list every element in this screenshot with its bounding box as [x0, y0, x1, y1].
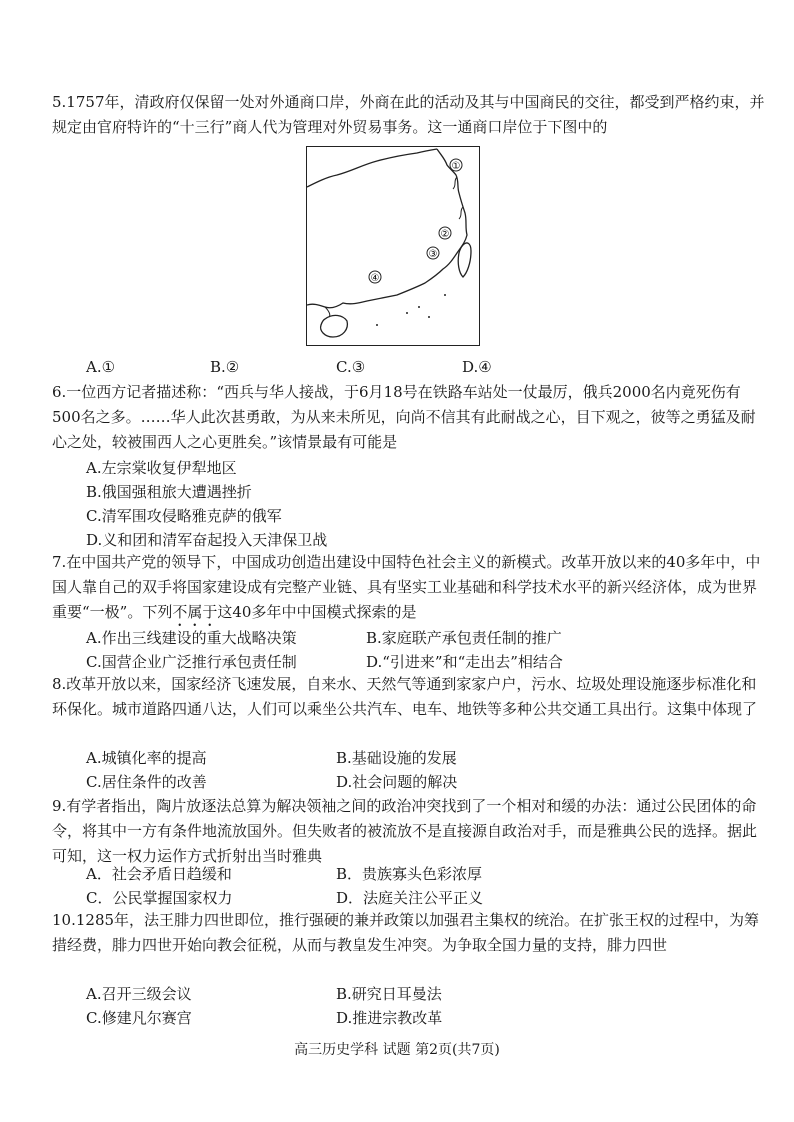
question-7: [52, 550, 768, 630]
q7-option-c[interactable]: C.国营企业广泛推行承包责任制: [86, 653, 297, 671]
q10-option-a[interactable]: A.召开三级会议: [86, 985, 192, 1003]
question-10-stem: 10.1285年，法王腓力四世即位，推行强硬的兼并政策以加强君主集权的统治。在扩张王权的过程中，为筹措经费，腓力四世开始向教会征税，从而与教皇发生冲突。为争取全国力量的支持，腓力四世: [52, 911, 760, 954]
question-5-stem: 5.1757年，清政府仅保留一处对外通商口岸，外商在此的活动及其与中国商民的交往，都受到严格约束，并规定由官府特许的“十三行”商人代为管理对外贸易事务。这一通商口岸位于下图中的: [52, 93, 765, 136]
question-8: [52, 672, 768, 722]
q6-option-c[interactable]: C.清军围攻侵略雅克萨的俄军: [86, 507, 282, 525]
q10-option-c[interactable]: C.修建凡尔赛宫: [86, 1009, 192, 1027]
question-9-stem: 9.有学者指出，陶片放逐法总算为解决领袖之间的政治冲突找到了一个相对和缓的办法：通过公民团体的命令，将其中一方有条件地流放国外。但失败者的被流放不是直接源自政治对手，而是雅典公民的选择。据此可知，这一权力运作方式折射出当时雅典: [52, 797, 758, 865]
map-marker-2: [439, 227, 451, 240]
map-marker-1: [450, 159, 462, 172]
question-6-stem: 6.一位西方记者描述称：“西兵与华人接战，于6月18号在铁路车站处一仗最厉，俄兵2000名内竟死伤有500名之多。……华人此次甚勇敢，为从来未所见，向尚不信其有此耐战之心，目下观之，彼等之勇猛及耐心之处，较被围西人之心更胜矣。”该情景最有可能是: [52, 383, 756, 451]
svg-text:①: ①: [451, 161, 461, 172]
q8-option-d[interactable]: D.社会问题的解决: [336, 773, 458, 791]
q7-option-d[interactable]: D.“引进来”和“走出去”相结合: [366, 653, 563, 671]
page-footer: 高三历史学科 试题 第2页(共7页): [294, 1042, 500, 1058]
question-5: [52, 90, 768, 140]
cropped-header-text: [150, 22, 540, 36]
question-7-emphasis: 不属于: [172, 603, 218, 621]
q8-option-a[interactable]: A.城镇化率的提高: [86, 749, 207, 767]
question-6: [52, 380, 768, 455]
map-figure: [306, 146, 480, 346]
q6-option-a[interactable]: A.左宗棠收复伊犁地区: [86, 459, 237, 477]
map-marker-3: [427, 247, 439, 260]
svg-text:②: ②: [440, 229, 450, 240]
q8-option-c[interactable]: C.居住条件的改善: [86, 773, 207, 791]
q5-option-a[interactable]: A.①: [86, 358, 116, 376]
q10-option-d[interactable]: D.推进宗教改革: [336, 1009, 443, 1027]
question-9: [52, 794, 768, 869]
china-coast-map: [307, 147, 480, 346]
q9-option-c[interactable]: C．公民掌握国家权力: [86, 889, 233, 907]
svg-text:③: ③: [428, 249, 438, 260]
svg-text:④: ④: [370, 273, 380, 284]
q6-option-b[interactable]: B.俄国强租旅大遭遇挫折: [86, 483, 252, 501]
q6-option-d[interactable]: D.义和团和清军奋起投入天津保卫战: [86, 531, 328, 549]
q9-option-d[interactable]: D．法庭关注公平正义: [336, 889, 484, 907]
q9-option-b[interactable]: B．贵族寡头色彩浓厚: [336, 865, 483, 883]
map-marker-4: [369, 271, 381, 284]
question-7-stem: 7.在中国共产党的领导下，中国成功创造出建设中国特色社会主义的新模式。改革开放以来的40多年中，中国人靠自己的双手将国家建设成有完整产业链、具有坚实工业基础和科学技术水平的新兴经济体，成为世界重要“一极”。下列不属于这40多年中中国模式探索的是: [52, 553, 761, 621]
q5-option-d[interactable]: D.④: [462, 358, 492, 376]
question-8-stem: 8.改革开放以来，国家经济飞速发展，自来水、天然气等通到家家户户，污水、垃圾处理设施逐步标准化和环保化。城市道路四通八达，人们可以乘坐公共汽车、电车、地铁等多种公共交通工具出行。这集中体现了: [52, 675, 758, 718]
q5-option-b[interactable]: B.②: [210, 358, 240, 376]
q7-option-a[interactable]: A.作出三线建设的重大战略决策: [86, 629, 297, 647]
q7-option-b[interactable]: B.家庭联产承包责任制的推广: [366, 629, 562, 647]
question-10: [52, 908, 768, 958]
q5-option-c[interactable]: C.③: [336, 358, 366, 376]
q9-option-a[interactable]: A．社会矛盾日趋缓和: [86, 865, 232, 883]
q8-option-b[interactable]: B.基础设施的发展: [336, 749, 457, 767]
q10-option-b[interactable]: B.研究日耳曼法: [336, 985, 442, 1003]
